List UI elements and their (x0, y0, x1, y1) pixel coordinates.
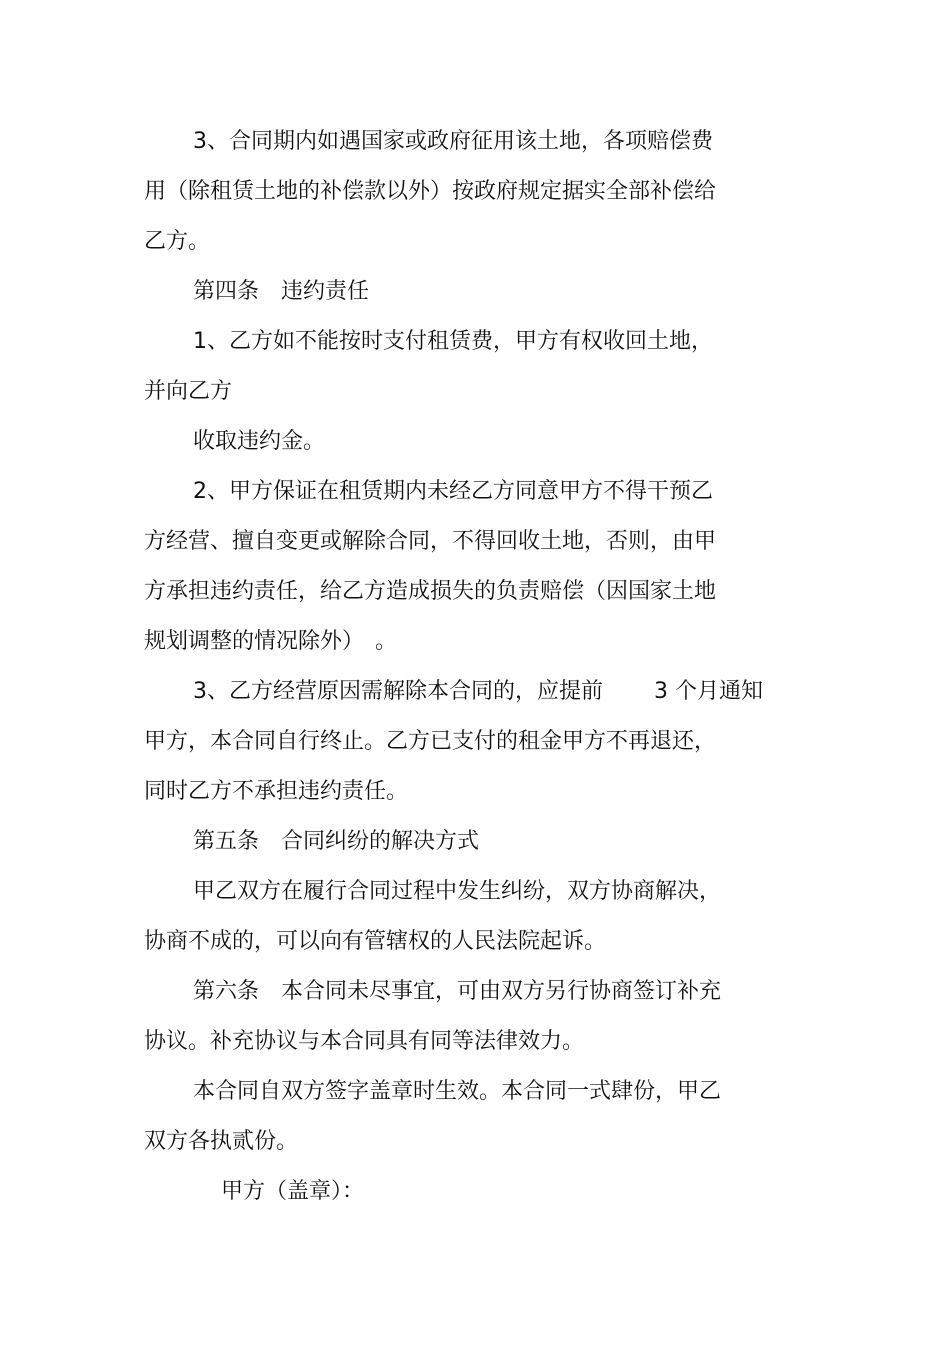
article-4-item-2-line-3: 方承担违约责任，给乙方造成损失的负责赔偿（因国家土地 (144, 579, 717, 604)
effectiveness-line-2: 双方各执贰份。 (144, 1129, 299, 1154)
clause-3-line-1: 3、合同期内如遇国家或政府征用该土地，各项赔偿费 (193, 129, 713, 154)
article-4-item-1-line-1: 1、乙方如不能按时支付租赁费，甲方有权收回土地， (193, 329, 713, 354)
article-4-item-3-line-3: 同时乙方不承担违约责任。 (144, 779, 409, 804)
clause-3-line-2: 用（除租赁土地的补偿款以外）按政府规定据实全部补偿给 (144, 179, 717, 204)
article-6-line-1: 第六条 本合同未尽事宜，可由双方另行协商签订补充 (193, 979, 722, 1004)
article-5-heading: 第五条 合同纠纷的解决方式 (193, 829, 480, 854)
article-4-item-3-line-2: 甲方，本合同自行终止。乙方已支付的租金甲方不再退还， (144, 729, 717, 754)
article-5-line-1: 甲乙双方在履行合同过程中发生纠纷，双方协商解决， (193, 879, 722, 904)
article-4-item-2-line-4: 规划调整的情况除外） 。 (144, 629, 398, 654)
clause-3-line-3: 乙方。 (144, 229, 211, 254)
article-4-item-2-line-1: 2、甲方保证在租赁期内未经乙方同意甲方不得干预乙 (193, 479, 713, 504)
article-5-line-2: 协商不成的，可以向有管辖权的人民法院起诉。 (144, 929, 607, 954)
effectiveness-line-1: 本合同自双方签字盖章时生效。本合同一式肆份，甲乙 (193, 1079, 722, 1104)
article-4-item-3-line-1: 3、乙方经营原因需解除本合同的，应提前 3 个月通知 (193, 679, 763, 704)
party-a-seal-label: 甲方（盖章）： (221, 1179, 365, 1204)
article-4-item-1-line-3: 收取违约金。 (193, 429, 326, 454)
article-4-heading: 第四条 违约责任 (193, 279, 370, 304)
article-6-line-2: 协议。补充协议与本合同具有同等法律效力。 (144, 1029, 585, 1054)
article-4-item-1-line-2: 并向乙方 (144, 379, 233, 404)
article-4-item-2-line-2: 方经营、擅自变更或解除合同，不得回收土地，否则，由甲 (144, 529, 717, 554)
